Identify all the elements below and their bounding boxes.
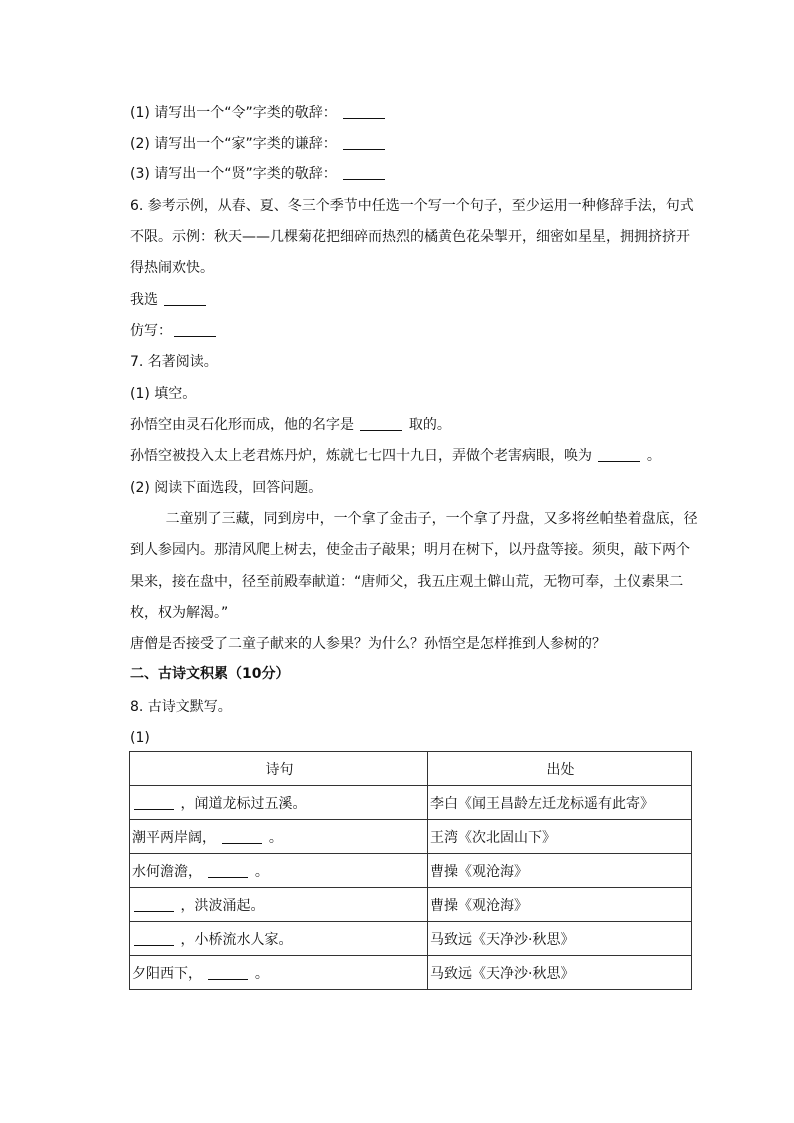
q7-fill1 xyxy=(130,415,451,435)
answer-blank[interactable] xyxy=(360,416,402,431)
poem-cell xyxy=(130,854,428,888)
table-row xyxy=(130,956,692,990)
q7-title: 7. 名著阅读。 xyxy=(130,354,218,370)
table-header-row xyxy=(130,752,692,786)
answer-blank[interactable] xyxy=(343,165,385,180)
poem-text: 。 xyxy=(254,863,269,880)
q7-fill2-text: 孙悟空被投入太上老君炼丹炉，炼就七七四十九日，弄做个老害病眼，唤为 xyxy=(130,448,592,464)
poem-text: 。 xyxy=(268,829,283,846)
q7-fill1-suffix: 取的。 xyxy=(408,417,451,433)
q7-sub1: (1) 填空。 xyxy=(130,386,197,402)
table-row xyxy=(130,922,692,956)
table-row xyxy=(130,786,692,820)
poem-cell xyxy=(130,956,428,990)
q7-fill1-text: 孙悟空由灵石化形而成，他的名字是 xyxy=(130,417,354,433)
q7-fill2-suffix: 。 xyxy=(646,448,661,464)
poem-cell xyxy=(130,888,428,922)
q8-title: 8. 古诗文默写。 xyxy=(130,699,232,715)
source-cell: 马致远《天净沙·秋思》 xyxy=(428,956,692,990)
q7-fill2 xyxy=(130,446,661,466)
answer-blank[interactable] xyxy=(134,795,174,810)
answer-blank[interactable] xyxy=(174,322,216,337)
q6-choose-label: 我选 xyxy=(130,292,158,308)
source-cell: 李白《闻王昌龄左迁龙标遥有此寄》 xyxy=(428,786,692,820)
q7-question: 唐僧是否接受了二童子献来的人参果？为什么？孙悟空是怎样推到人参树的？ xyxy=(130,636,606,652)
poem-table xyxy=(129,751,692,990)
table-row xyxy=(130,888,692,922)
answer-blank[interactable] xyxy=(222,829,262,844)
q7-passage-line: 二童别了三藏，同到房中，一个拿了金击子，一个拿了丹盘，又多将丝帕垫着盘底，径 xyxy=(130,511,698,527)
table-row xyxy=(130,854,692,888)
q6-line1: 6. 参考示例，从春、夏、冬三个季节中任选一个写一个句子，至少运用一种修辞手法，句式 xyxy=(130,198,694,214)
header-source: 出处 xyxy=(428,752,692,786)
answer-blank[interactable] xyxy=(134,931,174,946)
poem-text: 夕阳西下， xyxy=(132,965,202,982)
source-cell: 曹操《观沧海》 xyxy=(428,854,692,888)
poem-text: ，闻道龙标过五溪。 xyxy=(180,795,307,812)
poem-text: 。 xyxy=(254,965,269,982)
poem-cell xyxy=(130,820,428,854)
answer-blank[interactable] xyxy=(343,104,385,119)
q6-imitate-label: 仿写： xyxy=(130,323,172,339)
q5-sub2 xyxy=(130,134,387,154)
q7-passage-line: 果来，接在盘中，径至前殿奉献道：“唐师父，我五庄观土僻山荒，无物可奉，土仪素果二 xyxy=(130,574,684,590)
header-poem-line: 诗句 xyxy=(130,752,428,786)
table-row xyxy=(130,820,692,854)
q6-line3: 得热闹欢快。 xyxy=(130,260,214,276)
source-cell: 王湾《次北固山下》 xyxy=(428,820,692,854)
answer-blank[interactable] xyxy=(208,863,248,878)
source-cell: 马致远《天净沙·秋思》 xyxy=(428,922,692,956)
q8-sub1: (1) xyxy=(130,730,150,746)
answer-blank[interactable] xyxy=(134,897,174,912)
poem-text: 水何澹澹， xyxy=(132,863,202,880)
answer-blank[interactable] xyxy=(208,965,248,980)
source-cell: 曹操《观沧海》 xyxy=(428,888,692,922)
answer-blank[interactable] xyxy=(598,447,640,462)
section-heading: 二、古诗文积累（10分） xyxy=(130,666,290,682)
poem-text: 潮平两岸阔， xyxy=(132,829,216,846)
q5-sub1 xyxy=(130,103,387,123)
q7-sub2: (2) 阅读下面选段，回答问题。 xyxy=(130,480,323,496)
q5-sub1-text: (1) 请写出一个“令”字类的敬辞： xyxy=(130,105,337,121)
q6-choose xyxy=(130,290,208,310)
poem-cell xyxy=(130,922,428,956)
q7-passage-line: 枚，权为解渴。” xyxy=(130,605,229,621)
answer-blank[interactable] xyxy=(164,291,206,306)
answer-blank[interactable] xyxy=(343,135,385,150)
poem-cell xyxy=(130,786,428,820)
q7-passage-line: 到人参园内。那清风爬上树去，使金击子敲果；明月在树下，以丹盘等接。须臾，敲下两个 xyxy=(130,542,690,558)
q5-sub2-text: (2) 请写出一个“家”字类的谦辞： xyxy=(130,136,337,152)
q6-imitate xyxy=(130,321,218,341)
poem-text: ，洪波涌起。 xyxy=(180,897,265,914)
q5-sub3 xyxy=(130,164,387,184)
q5-sub3-text: (3) 请写出一个“贤”字类的敬辞： xyxy=(130,166,337,182)
poem-text: ，小桥流水人家。 xyxy=(180,931,293,948)
q6-line2: 不限。示例：秋天——几棵菊花把细碎而热烈的橘黄色花朵掣开，细密如星星，拥拥挤挤开 xyxy=(130,229,690,245)
